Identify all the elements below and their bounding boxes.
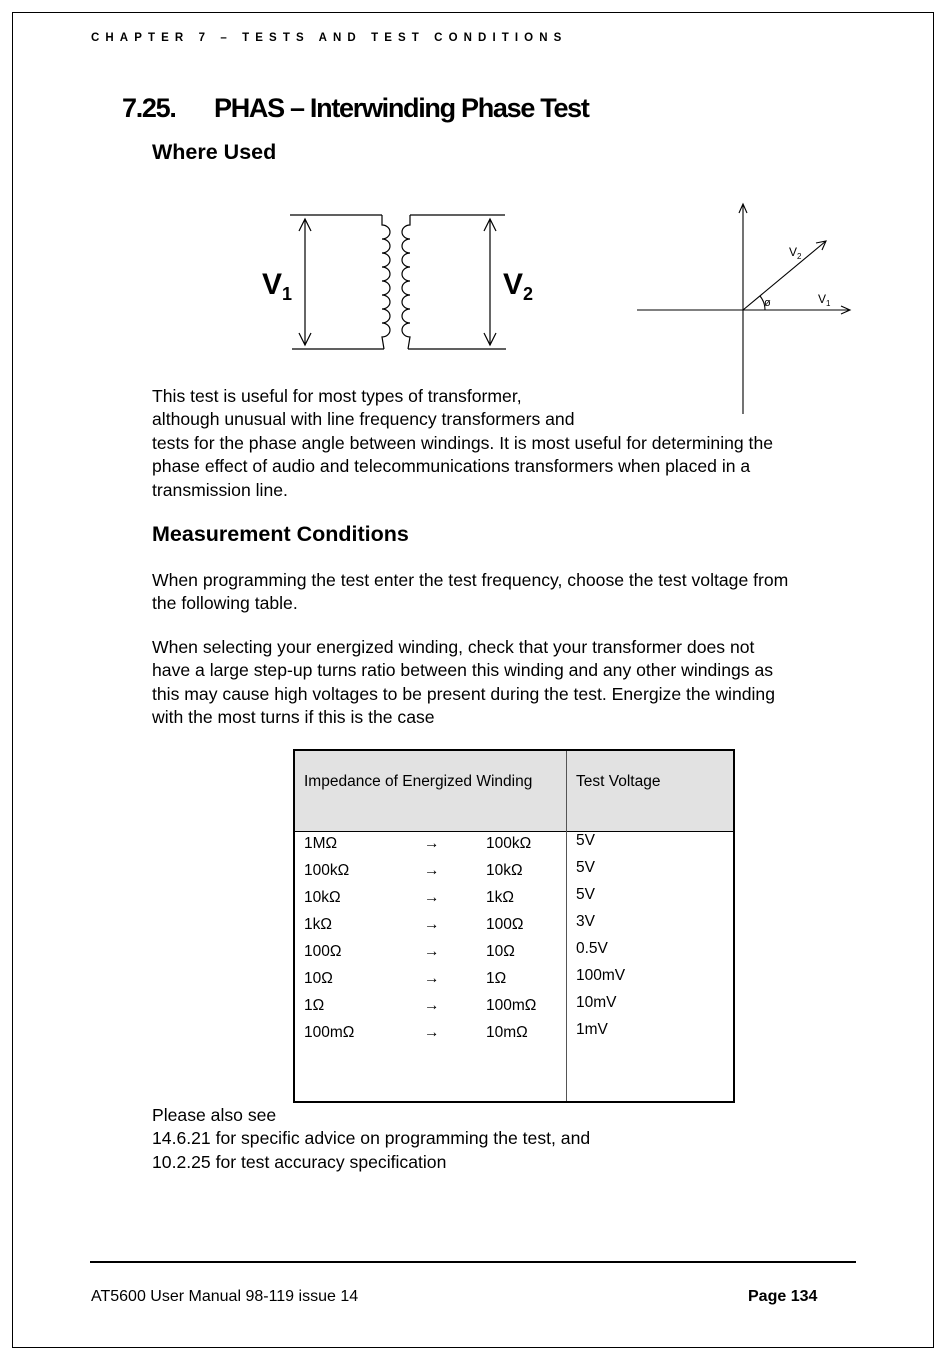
text-line: This test is useful for most types of transformer, bbox=[152, 386, 522, 406]
table-row bbox=[295, 913, 733, 943]
measurement-heading: Measurement Conditions bbox=[152, 522, 409, 546]
text-line: although unusual with line frequency transformers and bbox=[152, 409, 575, 430]
test-voltage: 100mV bbox=[576, 967, 626, 984]
arrow-icon: → bbox=[424, 862, 440, 879]
table-row bbox=[295, 967, 733, 997]
phasor-diagram bbox=[0, 0, 950, 420]
text-line: When programming the test enter the test frequency, choose the test voltage from bbox=[152, 570, 789, 590]
impedance-from: 100mΩ bbox=[304, 1024, 355, 1041]
impedance-to: 100kΩ bbox=[486, 835, 532, 852]
impedance-from: 100kΩ bbox=[304, 862, 350, 879]
test-voltage: 5V bbox=[576, 832, 595, 849]
text-line: transmission line. bbox=[152, 479, 288, 500]
impedance-from: 1kΩ bbox=[304, 916, 332, 933]
table-row bbox=[295, 859, 733, 889]
text-line: phase effect of audio and telecommunications transformers when placed in a bbox=[152, 456, 751, 477]
text-line: 14.6.21 for specific advice on programming the test, and bbox=[152, 1128, 591, 1149]
impedance-to: 100Ω bbox=[486, 916, 524, 933]
v2-label: $V_2$ bbox=[503, 268, 534, 304]
arrow-icon: → bbox=[424, 1024, 440, 1041]
arrow-icon: → bbox=[424, 943, 440, 960]
section-number: 7.25. bbox=[122, 93, 176, 123]
impedance-to: 10kΩ bbox=[486, 862, 523, 879]
text-line: this may cause high voltages to be present during the test. Energize the winding bbox=[152, 683, 775, 704]
test-voltage-table bbox=[293, 749, 735, 1103]
text-line: 10.2.25 for test accuracy specification bbox=[152, 1151, 447, 1172]
test-voltage: 5V bbox=[576, 886, 595, 903]
measurement-para-1 bbox=[152, 569, 788, 616]
phasor-v1-label: $V_1$ bbox=[818, 292, 831, 308]
impedance-from: 10kΩ bbox=[304, 889, 341, 906]
where-used-heading: Where Used bbox=[152, 140, 277, 164]
impedance-to: 1Ω bbox=[486, 970, 507, 987]
impedance-to: 10Ω bbox=[486, 943, 515, 960]
impedance-to: 10mΩ bbox=[486, 1024, 528, 1041]
table-row bbox=[295, 886, 733, 916]
v1-label: $V_1$ bbox=[262, 268, 293, 304]
see-also bbox=[152, 1104, 590, 1174]
text-line: the following table. bbox=[152, 593, 298, 614]
v2-phasor bbox=[743, 241, 826, 310]
text-line: with the most turns if this is the case bbox=[152, 707, 435, 728]
impedance-from: 10Ω bbox=[304, 970, 333, 987]
phasor-v2-label: $V_2$ bbox=[789, 245, 802, 261]
text-line: have a large step-up turns ratio between this winding and any other windings as bbox=[152, 660, 774, 681]
test-voltage: 10mV bbox=[576, 994, 617, 1011]
section-title-text: PHAS – Interwinding Phase Test bbox=[214, 93, 589, 123]
text-line: tests for the phase angle between windings. It is most useful for determining the bbox=[152, 432, 774, 453]
footer-divider bbox=[90, 1261, 856, 1263]
impedance-from: 1MΩ bbox=[304, 835, 338, 852]
chapter-header: CHAPTER 7 – TESTS AND TEST CONDITIONS bbox=[91, 32, 568, 44]
table-row bbox=[295, 1021, 733, 1051]
test-voltage: 0.5V bbox=[576, 940, 608, 957]
table-header bbox=[295, 751, 733, 832]
impedance-to: 1kΩ bbox=[486, 889, 514, 906]
phase-angle-label: ø bbox=[764, 297, 771, 309]
footer-manual: AT5600 User Manual 98-119 issue 14 bbox=[91, 1288, 359, 1305]
table-row bbox=[295, 994, 733, 1024]
impedance-from: 1Ω bbox=[304, 997, 325, 1014]
header-test-voltage: Test Voltage bbox=[576, 773, 661, 790]
text-line: When selecting your energized winding, check that your transformer does not bbox=[152, 637, 755, 657]
test-voltage: 1mV bbox=[576, 1021, 608, 1038]
impedance-from: 100Ω bbox=[304, 943, 342, 960]
arrow-icon: → bbox=[424, 835, 440, 852]
measurement-para-2 bbox=[152, 636, 775, 730]
table-row bbox=[295, 832, 733, 862]
where-used-text bbox=[152, 385, 773, 502]
test-voltage: 5V bbox=[576, 859, 595, 876]
header-impedance: Impedance of Energized Winding bbox=[304, 773, 533, 790]
table-row bbox=[295, 940, 733, 970]
test-voltage: 3V bbox=[576, 913, 595, 930]
arrow-icon: → bbox=[424, 916, 440, 933]
text-line: Please also see bbox=[152, 1105, 277, 1125]
impedance-to: 100mΩ bbox=[486, 997, 537, 1014]
footer-page-number: Page 134 bbox=[748, 1288, 818, 1305]
arrow-icon: → bbox=[424, 889, 440, 906]
arrow-icon: → bbox=[424, 997, 440, 1014]
arrow-icon: → bbox=[424, 970, 440, 987]
